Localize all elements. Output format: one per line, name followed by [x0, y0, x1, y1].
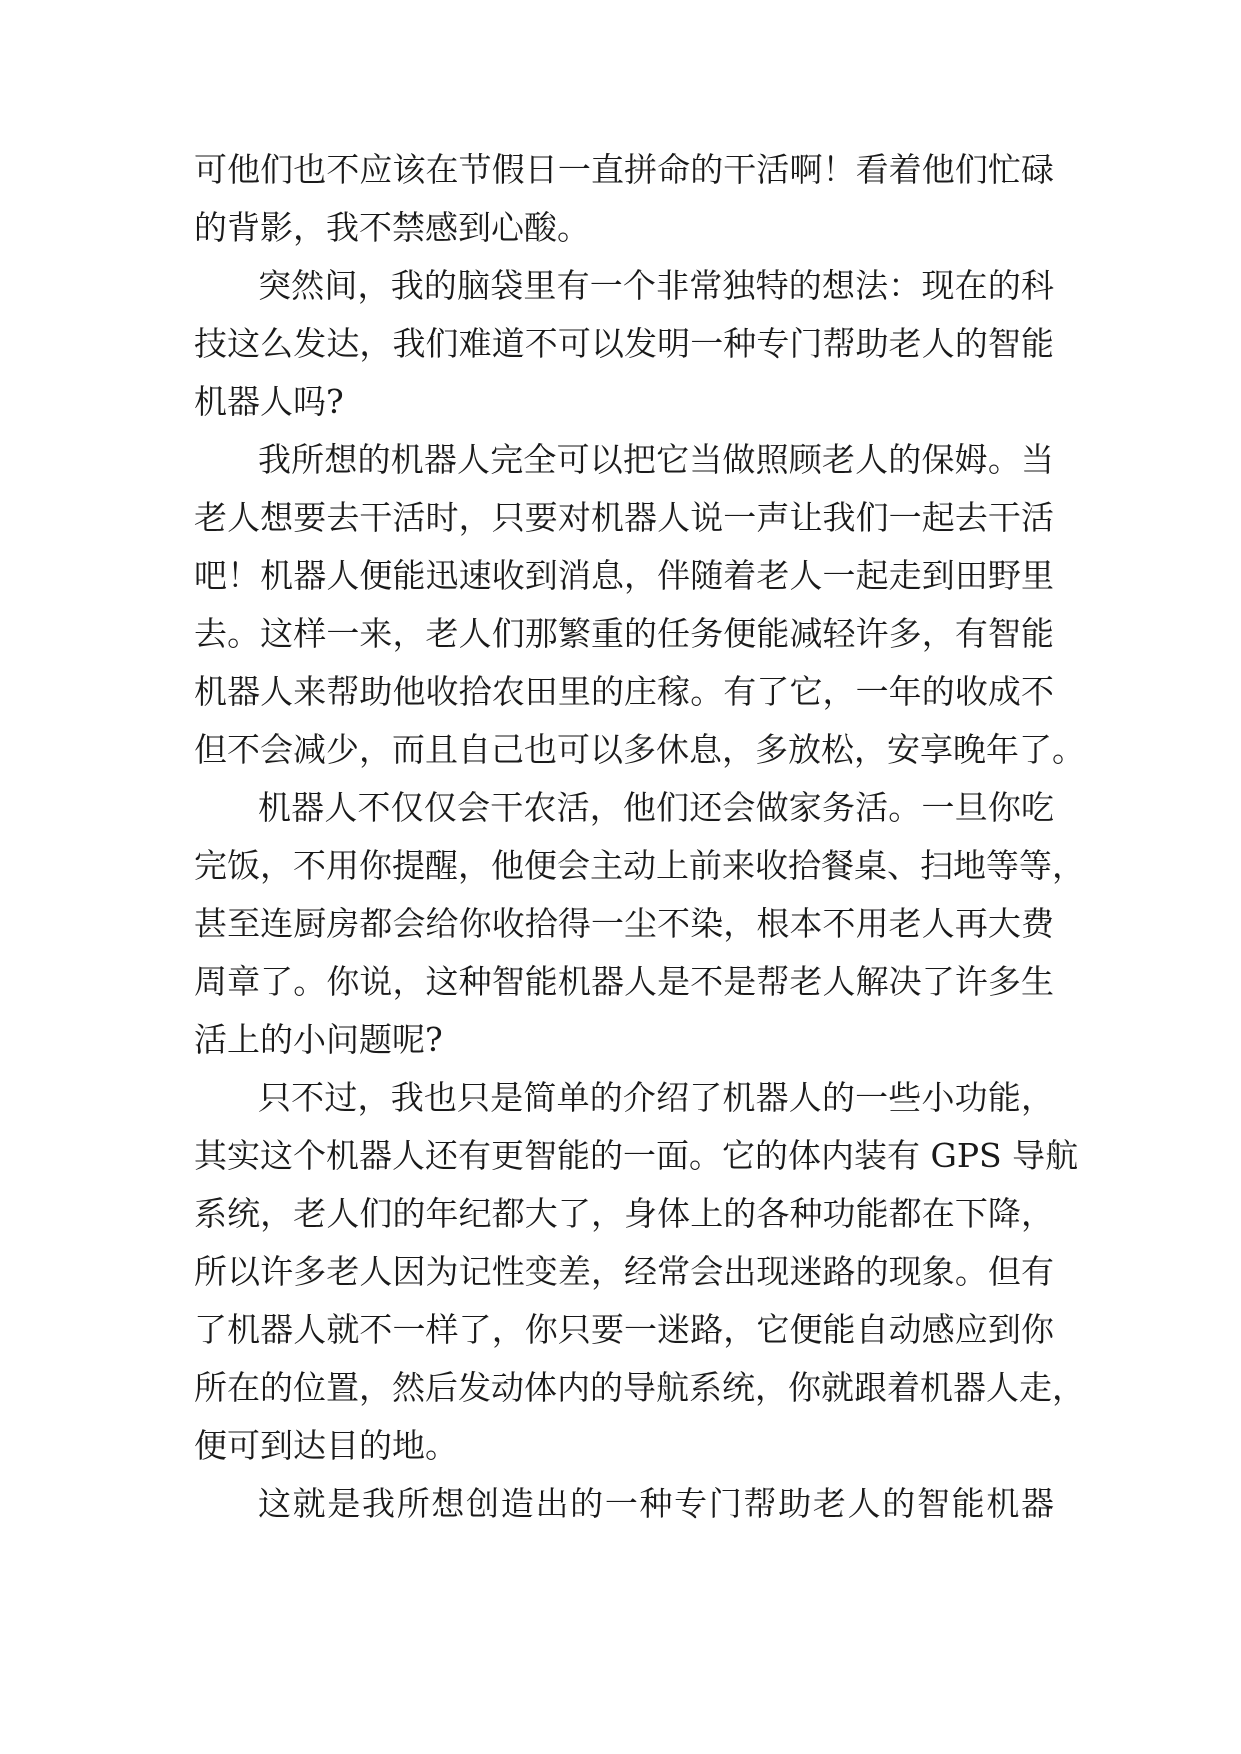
- paragraph-first-line: 突然间，我的脑袋里有一个非常独特的想法：现在的科: [258, 266, 1054, 305]
- paragraph-first-line: 这就是我所想创造出的一种专门帮助老人的智能机器: [258, 1484, 1054, 1523]
- text-line: 技这么发达，我们难道不可以发明一种专门帮助老人的智能: [194, 324, 1054, 363]
- text-line: 系统，老人们的年纪都大了，身体上的各种功能都在下降，: [194, 1194, 1054, 1233]
- text-line: 去。这样一来，老人们那繁重的任务便能减轻许多，有智能: [194, 614, 1054, 653]
- text-line: 完饭，不用你提醒，他便会主动上前来收拾餐桌、扫地等等，: [194, 846, 1085, 885]
- text-line: 机器人来帮助他收拾农田里的庄稼。有了它，一年的收成不: [194, 672, 1054, 711]
- text-line: 了机器人就不一样了，你只要一迷路，它便能自动感应到你: [194, 1310, 1054, 1349]
- text-line: 可他们也不应该在节假日一直拼命的干活啊！看着他们忙碌: [194, 150, 1054, 189]
- text-line: 的背影，我不禁感到心酸。: [194, 208, 590, 247]
- text-line: 吧！机器人便能迅速收到消息，伴随着老人一起走到田野里: [194, 556, 1054, 595]
- text-line: 甚至连厨房都会给你收拾得一尘不染，根本不用老人再大费: [194, 904, 1054, 943]
- text-line: 但不会减少，而且自己也可以多休息，多放松，安享晚年了。: [194, 730, 1085, 769]
- text-line: 所以许多老人因为记性变差，经常会出现迷路的现象。但有: [194, 1252, 1054, 1291]
- text-line: 便可到达目的地。: [194, 1426, 458, 1465]
- paragraph-first-line: 只不过，我也只是简单的介绍了机器人的一些小功能，: [258, 1078, 1054, 1117]
- text-line: 老人想要去干活时，只要对机器人说一声让我们一起去干活: [194, 498, 1054, 537]
- paragraph-first-line: 机器人不仅仅会干农活，他们还会做家务活。一旦你吃: [258, 788, 1054, 827]
- paragraph-first-line: 我所想的机器人完全可以把它当做照顾老人的保姆。当: [258, 440, 1054, 479]
- text-line: 周章了。你说，这种智能机器人是不是帮老人解决了许多生: [194, 962, 1054, 1001]
- text-line: 活上的小问题呢?: [194, 1020, 443, 1059]
- text-line: 其实这个机器人还有更智能的一面。它的体内装有 GPS 导航: [194, 1136, 1079, 1175]
- text-line: 所在的位置，然后发动体内的导航系统，你就跟着机器人走，: [194, 1368, 1085, 1407]
- text-line: 机器人吗?: [194, 382, 344, 421]
